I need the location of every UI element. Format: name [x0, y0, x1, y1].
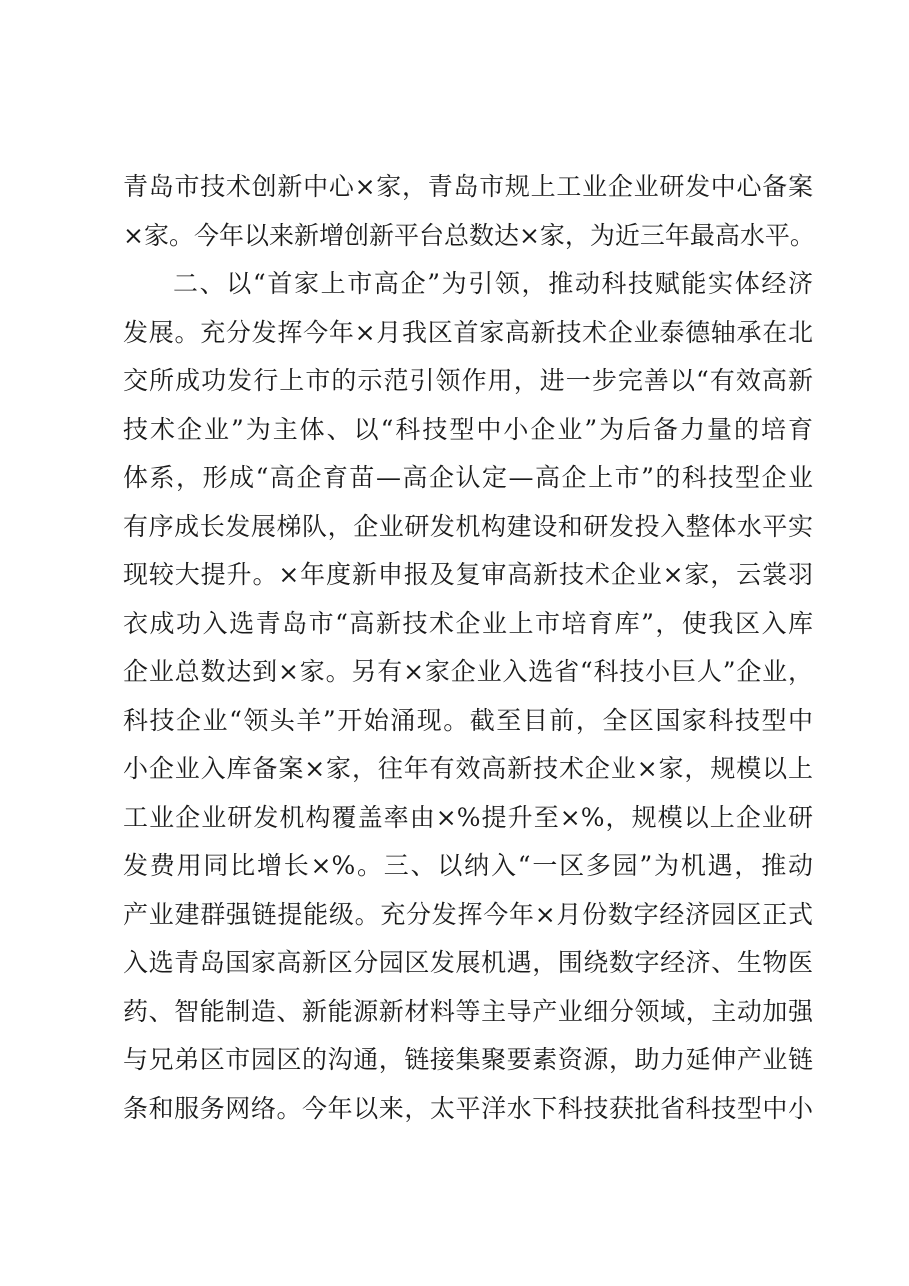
text-line: 小企业入库备案×家，往年有效高新技术企业×家，规模以上 [123, 754, 813, 783]
text-line: 发展。充分发挥今年×月我区首家高新技术企业泰德轴承在北 [123, 317, 813, 347]
text-line: 产业建群强链提能级。充分发挥今年×月份数字经济园区正式 [123, 899, 813, 929]
text-line: 现较大提升。×年度新申报及复审高新技术企业×家，云裳羽 [123, 560, 813, 589]
text-line: 工业企业研发机构覆盖率由×%提升至×%，规模以上企业研 [123, 802, 813, 832]
text-line: ×家。今年以来新增创新平台总数达×家，为近三年最高水平。 [123, 220, 815, 250]
document-body [123, 163, 813, 1133]
text-line: 条和服务网络。今年以来，太平洋水下科技获批省科技型中小 [123, 1093, 813, 1123]
text-line: 有序成长发展梯队，企业研发机构建设和研发投入整体水平实 [123, 511, 813, 541]
text-line: 青岛市技术创新中心×家，青岛市规上工业企业研发中心备案 [123, 172, 813, 201]
text-line: 衣成功入选青岛市“高新技术企业上市培育库”，使我区入库 [123, 608, 813, 638]
text-line: 与兄弟区市园区的沟通，链接集聚要素资源，助力延伸产业链 [123, 1045, 813, 1074]
paragraph-start-line: 二、以“首家上市高企”为引领，推动科技赋能实体经济 [173, 269, 813, 298]
text-line: 企业总数达到×家。另有×家企业入选省“科技小巨人”企业， [123, 657, 813, 686]
text-line: 技术企业”为主体、以“科技型中小企业”为后备力量的培育 [123, 414, 813, 444]
text-line: 科技企业“领头羊”开始涌现。截至目前，全区国家科技型中 [123, 705, 813, 735]
text-line: 体系，形成“高企育苗—高企认定—高企上市”的科技型企业 [123, 463, 813, 492]
text-line: 交所成功发行上市的示范引领作用，进一步完善以“有效高新 [123, 366, 813, 395]
text-line: 入选青岛国家高新区分园区发展机遇，围绕数字经济、生物医 [123, 948, 813, 977]
text-line: 药、智能制造、新能源新材料等主导产业细分领域，主动加强 [123, 996, 813, 1026]
text-line: 发费用同比增长×%。三、以纳入“一区多园”为机遇，推动 [123, 851, 813, 880]
